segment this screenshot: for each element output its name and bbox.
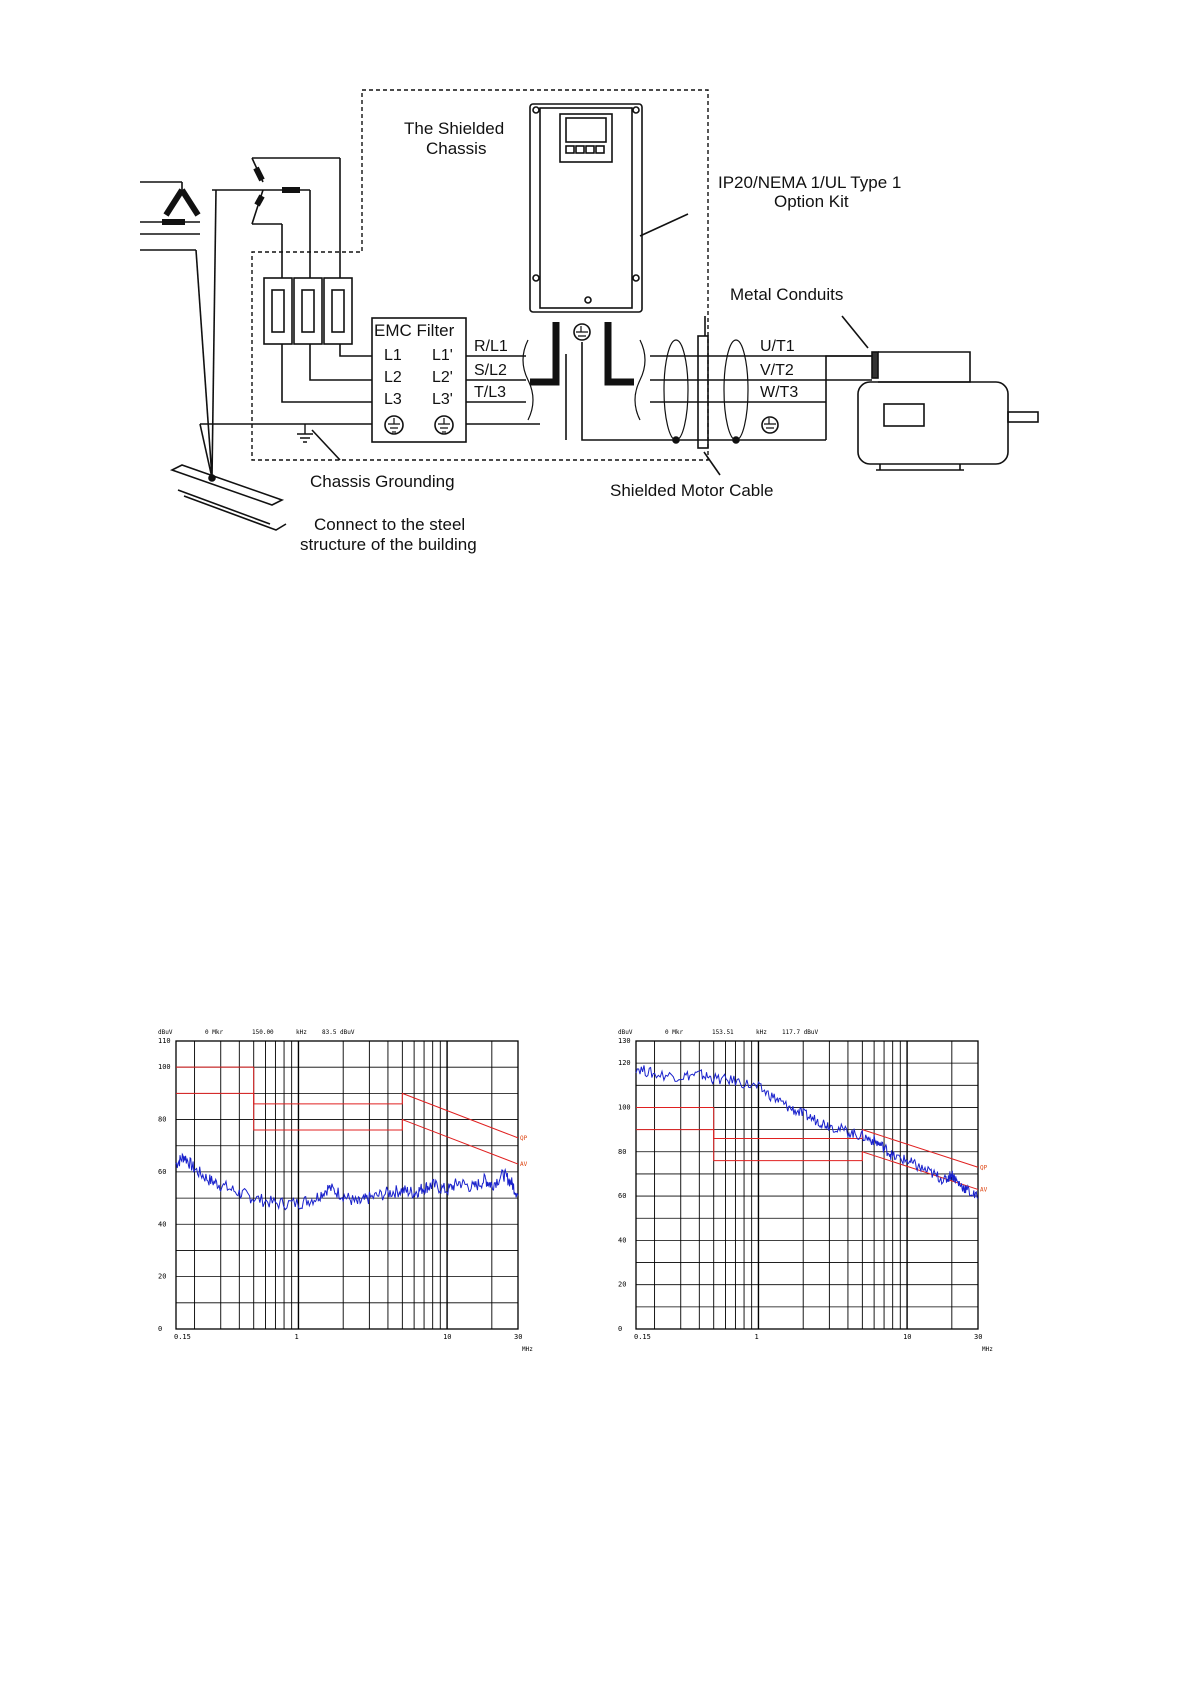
label-shielded-chassis-2: Chassis (426, 139, 487, 158)
label-ut1: U/T1 (760, 338, 795, 355)
y-tick-label: 20 (618, 1280, 627, 1289)
chart1-level: 83.5 dBuV (322, 1029, 355, 1036)
y-tick-label: 40 (158, 1220, 167, 1229)
chart1-freq: 150.00 (252, 1029, 274, 1036)
y-tick-label: 80 (618, 1147, 627, 1156)
chart1-y-ticks (158, 1037, 171, 1333)
x-tick-label: 10 (443, 1333, 452, 1341)
label-vt2: V/T2 (760, 362, 794, 379)
chart2-x-unit: MHz (982, 1346, 993, 1353)
chart2-freq-unit: kHz (756, 1029, 767, 1036)
label-shielded-chassis-1: The Shielded (404, 119, 505, 138)
chart1-marker: 0 Mkr (205, 1029, 224, 1036)
y-tick-label: 80 (158, 1115, 167, 1124)
chart2-marker: 0 Mkr (665, 1029, 684, 1036)
label-steel-2: structure of the building (300, 535, 477, 554)
label-rl1: R/L1 (474, 338, 508, 355)
y-tick-label: 100 (158, 1063, 171, 1072)
chart1-x-unit: MHz (522, 1346, 533, 1353)
cable-clamp (698, 336, 708, 448)
chart2-y-ticks (618, 1037, 631, 1333)
plot-frame (176, 1041, 518, 1329)
y-tick-label: 100 (618, 1103, 631, 1112)
chart2-unit: dBuV (618, 1029, 633, 1036)
chart2-x-ticks (634, 1333, 982, 1341)
label-emc-filter: EMC Filter (374, 321, 455, 340)
y-tick-label: 110 (158, 1037, 171, 1045)
label-tl3: T/L3 (474, 384, 507, 401)
chart1-limit-lines (176, 1067, 518, 1164)
chart1-freq-unit: kHz (296, 1029, 307, 1036)
x-tick-label: 30 (974, 1333, 983, 1341)
limit-line (176, 1067, 518, 1138)
x-tick-label: 1 (294, 1333, 299, 1341)
y-tick-label: 0 (618, 1325, 623, 1333)
label-wt3: W/T3 (760, 384, 799, 401)
motor (826, 352, 1038, 470)
chart1-trace (176, 1154, 518, 1209)
label-l1: L1 (384, 347, 402, 364)
x-tick-label: 0.15 (634, 1333, 651, 1341)
label-sl2: S/L2 (474, 362, 507, 379)
x-tick-label: 0.15 (174, 1333, 191, 1341)
chart2-limit-label-av: AV (980, 1186, 988, 1194)
chart1-grid (176, 1041, 518, 1329)
chart1-limit-label-av: AV (520, 1161, 528, 1169)
label-l2: L2 (384, 369, 402, 386)
wye-source-symbol (212, 158, 340, 278)
chart2-freq: 153.51 (712, 1029, 734, 1036)
delta-source-symbol (140, 182, 200, 234)
x-tick-label: 1 (754, 1333, 759, 1341)
x-tick-label: 30 (514, 1333, 523, 1341)
steel-beam (172, 465, 286, 530)
plot-frame (636, 1041, 978, 1329)
emission-chart-2 (610, 1015, 1020, 1365)
label-steel-1: Connect to the steel (314, 515, 466, 534)
y-tick-label: 130 (618, 1037, 631, 1045)
emission-chart-1 (150, 1015, 560, 1365)
label-option-kit-2: Option Kit (774, 192, 849, 211)
y-tick-label: 120 (618, 1059, 631, 1068)
y-tick-label: 0 (158, 1325, 163, 1333)
y-tick-label: 40 (618, 1236, 627, 1245)
chart2-limit-label-qp: QP (980, 1164, 988, 1172)
chart2-level: 117.7 dBuV (782, 1029, 819, 1036)
label-l1-prime: L1' (432, 347, 453, 364)
y-tick-label: 60 (158, 1167, 167, 1176)
fuse-blocks (264, 278, 352, 344)
chart2-grid (636, 1041, 978, 1329)
label-l3: L3 (384, 391, 402, 408)
chart1-x-ticks (174, 1333, 522, 1341)
chart1-limit-label-qp: QP (520, 1134, 528, 1142)
y-tick-label: 20 (158, 1272, 167, 1281)
label-shielded-motor-cable: Shielded Motor Cable (610, 481, 774, 500)
label-chassis-grounding: Chassis Grounding (310, 472, 455, 491)
label-l3-prime: L3' (432, 391, 453, 408)
label-metal-conduits: Metal Conduits (730, 285, 844, 304)
chart1-unit: dBuV (158, 1029, 173, 1036)
y-tick-label: 60 (618, 1192, 627, 1201)
x-tick-label: 10 (903, 1333, 912, 1341)
emc-wiring-diagram (0, 0, 1191, 560)
label-option-kit-1: IP20/NEMA 1/UL Type 1 (718, 173, 902, 192)
drive-unit (530, 104, 642, 312)
label-l2-prime: L2' (432, 369, 453, 386)
